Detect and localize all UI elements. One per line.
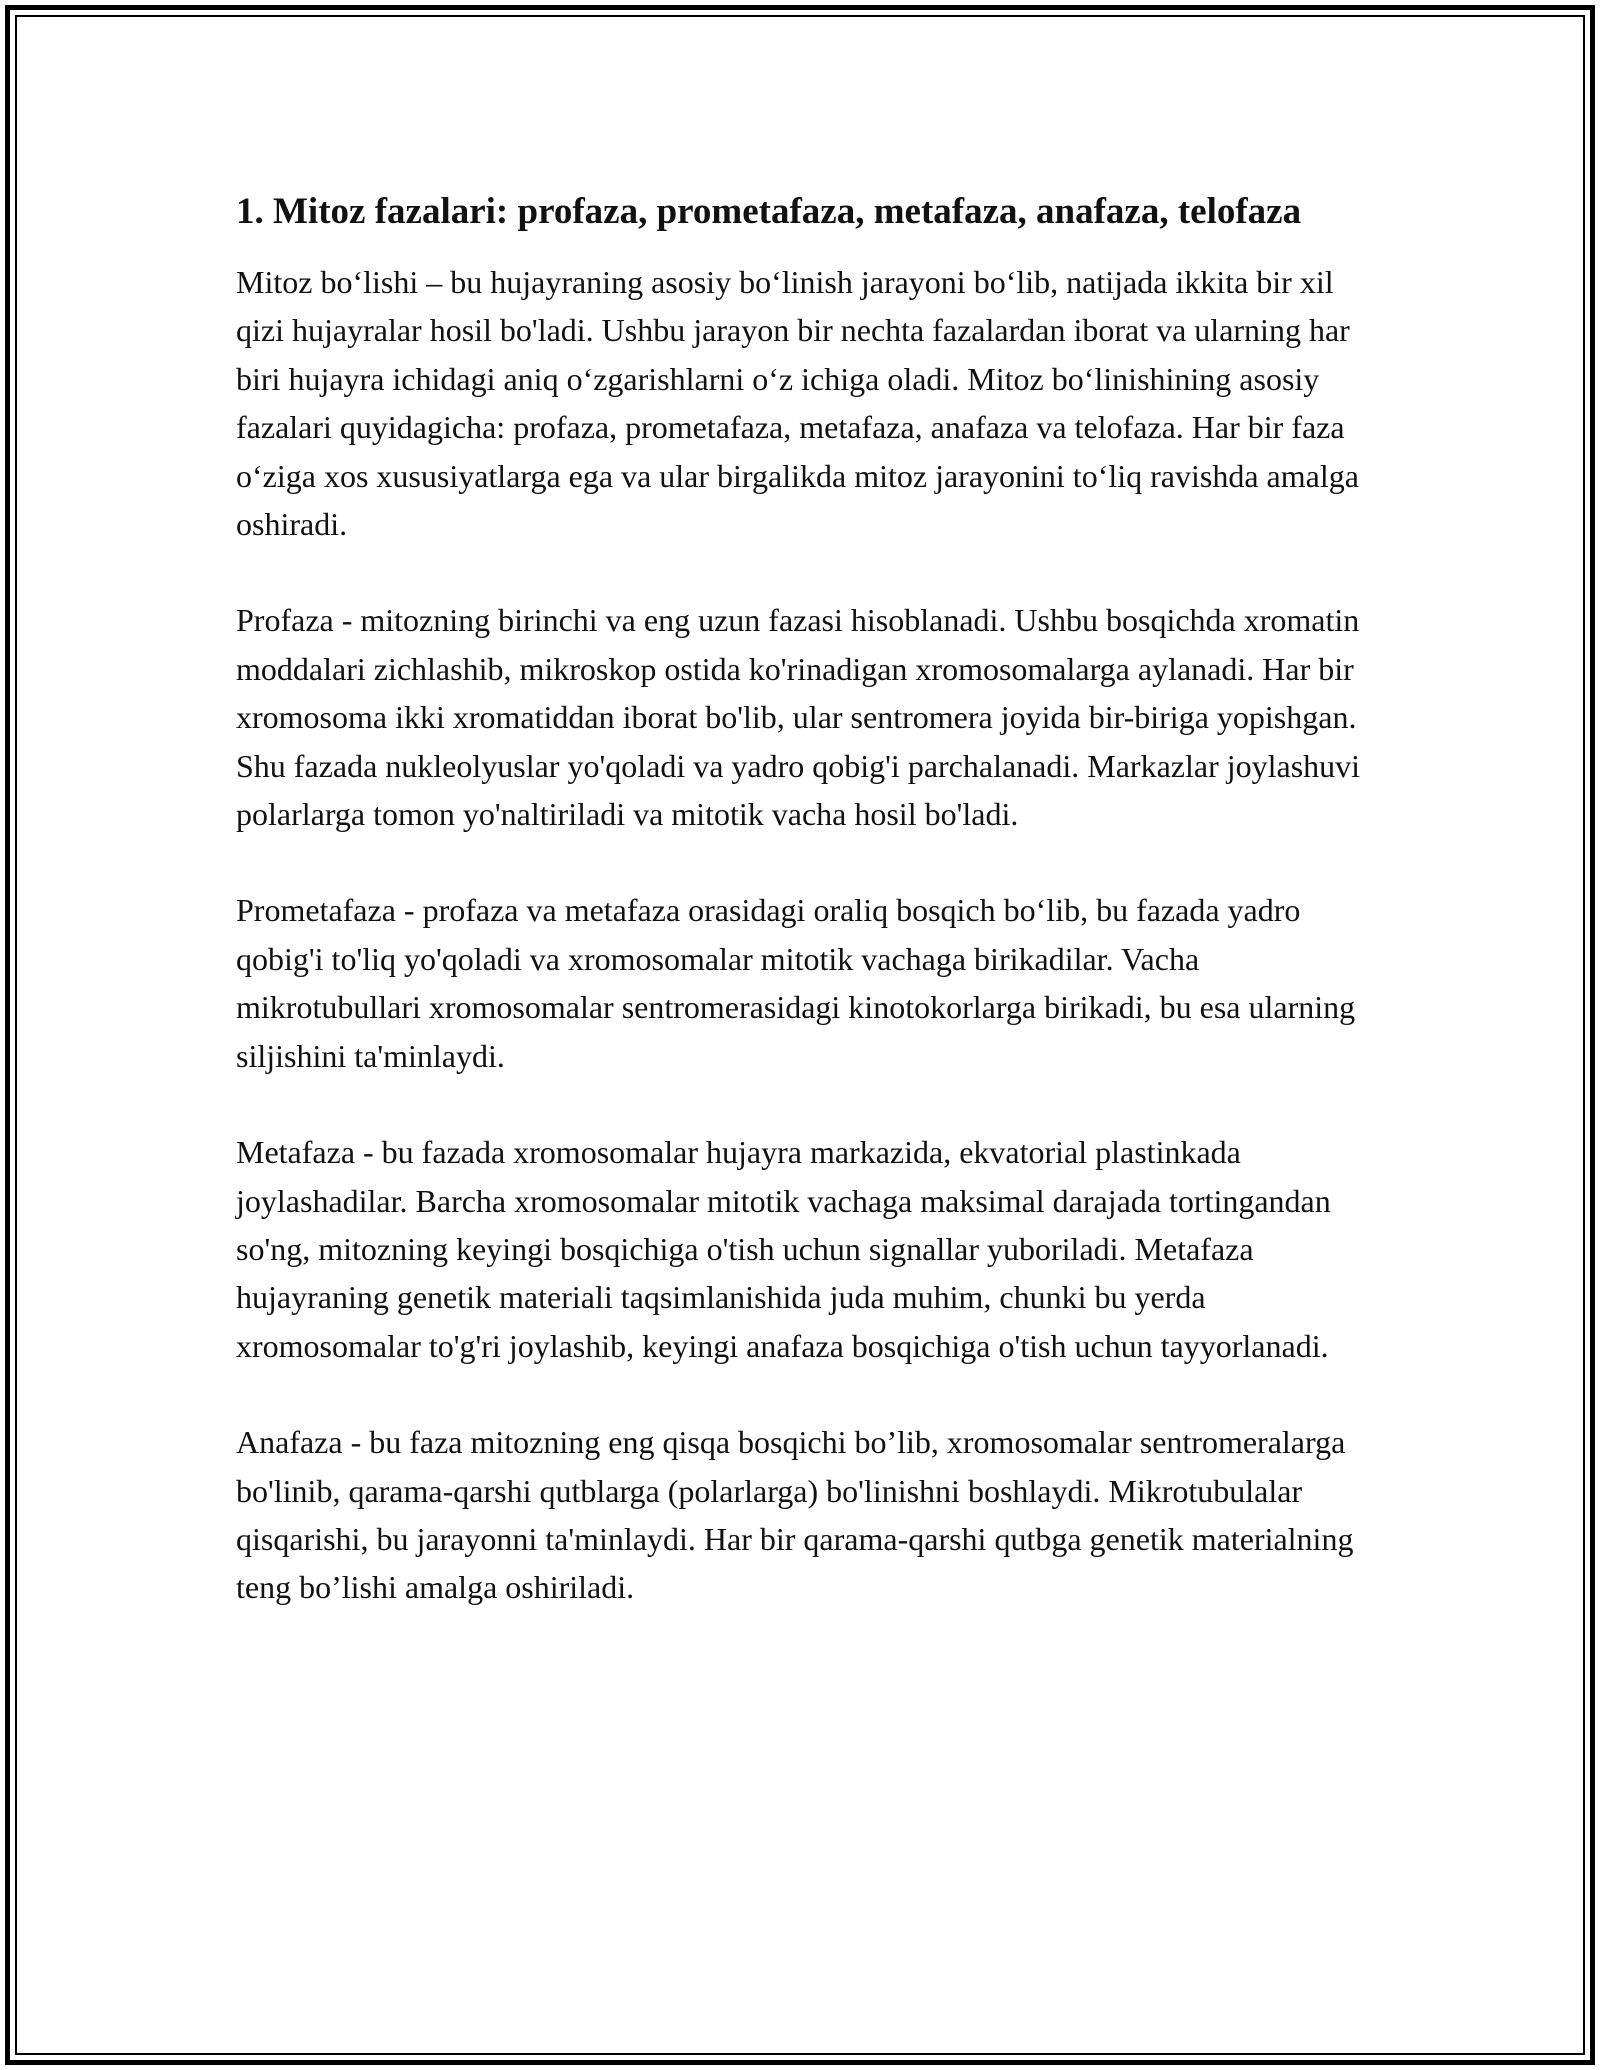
paragraph-prometafaza: Prometafaza - profaza va metafaza orasidagi oraliq bosqich bo‘lib, bu fazada yadro qobig'i to'liq yo'qoladi va xromosomalar mitotik vachaga birikadilar. Vacha mikrotubullari xromosomalar sentromerasidagi kinotokorlarga birikadi, bu esa ularning siljishini ta'minlaydi.	[236, 892, 1356, 1074]
document-body	[236, 186, 1376, 1660]
document-title: 1. Mitoz fazalari: profaza, prometafaza, metafaza, anafaza, telofaza	[236, 191, 1302, 232]
paragraph-metafaza: Metafaza - bu fazada xromosomalar hujayra markazida, ekvatorial plastinkada joylashadilar. Barcha xromosomalar mitotik vachaga maksimal darajada tortingandan so'ng, mitozning keyingi bosqichiga o'tish uchun signallar yuboriladi. Metafaza hujayraning genetik materiali taqsimlanishida juda muhim, chunki bu yerda xromosomalar to'g'ri joylashib, keyingi anafaza bosqichiga o'tish uchun tayyorlanadi.	[236, 1134, 1331, 1364]
paragraph-intro: Mitoz bo‘lishi – bu hujayraning asosiy bo‘linish jarayoni bo‘lib, natijada ikkita bir xil qizi hujayralar hosil bo'ladi. Ushbu jarayon bir nechta fazalardan iborat va ularning har biri hujayra ichidagi aniq o‘zgarishlarni o‘z ichiga oladi. Mitoz bo‘linishining asosiy fazalari quyidagicha: profaza, prometafaza, metafaza, anafaza va telofaza. Har bir faza o‘ziga xos xususiyatlarga ega va ular birgalikda mitoz jarayonini to‘liq ravishda amalga oshiradi.	[236, 264, 1359, 543]
paragraph-anafaza: Anafaza - bu faza mitozning eng qisqa bosqichi bo’lib, xromosomalar sentromeralarga bo'linib, qarama-qarshi qutblarga (polarlarga) bo'linishni boshlaydi. Mikrotubulalar qisqarishi, bu jarayonni ta'minlaydi. Har bir qarama-qarshi qutbga genetik materialning teng bo’lishi amalga oshiriladi.	[236, 1424, 1354, 1606]
paragraph-profaza: Profaza - mitozning birinchi va eng uzun fazasi hisoblanadi. Ushbu bosqichda xromatin moddalari zichlashib, mikroskop ostida ko'rinadigan xromosomalarga aylanadi. Har bir xromosoma ikki xromatiddan iborat bo'lib, ular sentromera joyida bir-biriga yopishgan. Shu fazada nukleolyuslar yo'qoladi va yadro qobig'i parchalanadi. Markazlar joylashuvi polarlarga tomon yo'naltiriladi va mitotik vacha hosil bo'ladi.	[236, 602, 1361, 833]
